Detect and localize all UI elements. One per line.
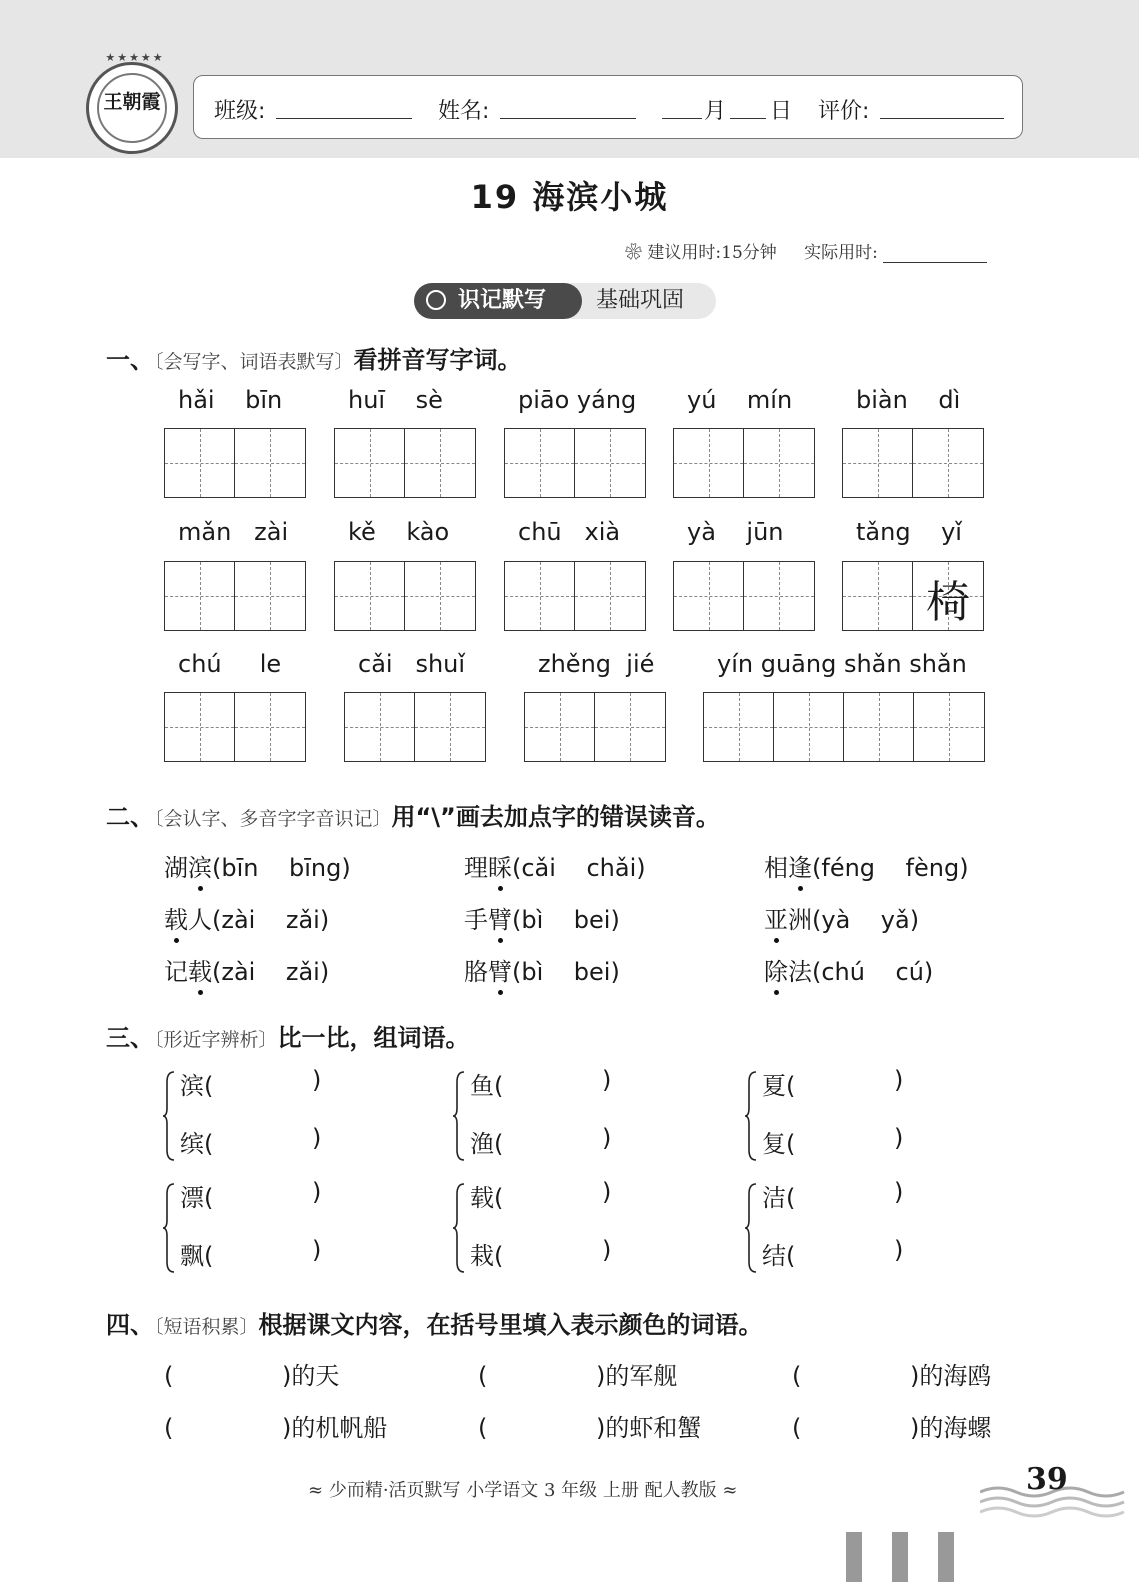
grid-cell[interactable] <box>415 693 485 761</box>
word-pair <box>162 1066 392 1166</box>
grid-cell[interactable] <box>774 693 844 761</box>
word-pair <box>162 1178 392 1278</box>
grid-cell[interactable] <box>704 693 774 761</box>
answer-blank-close: ) <box>282 1414 292 1442</box>
compare-word: 缤( <box>180 1130 214 1158</box>
answer-blank-open[interactable]: ( <box>164 1414 174 1442</box>
writing-grid[interactable] <box>334 561 476 631</box>
day-label: 日 <box>770 99 793 124</box>
rating-field[interactable] <box>880 94 1004 119</box>
grid-cell[interactable] <box>575 562 645 630</box>
grid-cell[interactable] <box>165 562 235 630</box>
question-1-text: 看拼音写字词。 <box>353 346 522 374</box>
pronunciation-item[interactable] <box>164 900 329 935</box>
phrase-text: 的机帆船 <box>291 1414 388 1442</box>
dotted-char: 载 <box>188 952 212 987</box>
writing-grid[interactable] <box>504 428 646 498</box>
question-4-text: 根据课文内容，在括号里填入表示颜色的词语。 <box>258 1311 763 1339</box>
writing-grid[interactable] <box>673 561 815 631</box>
writing-grid[interactable] <box>703 692 985 762</box>
question-2-text: 用“\”画去加点字的错误读音。 <box>391 803 720 831</box>
pinyin-label: yú mín <box>687 386 793 414</box>
answer-blank-close[interactable]: ) <box>894 1066 904 1094</box>
word-char: 相 <box>764 854 788 882</box>
pronunciation-item[interactable] <box>764 900 919 935</box>
grid-cell[interactable] <box>744 562 814 630</box>
pinyin-label: yà jūn <box>687 518 784 546</box>
grid-cell[interactable] <box>744 429 814 497</box>
question-3-heading <box>106 1018 470 1053</box>
phrase-text: 的虾和蟹 <box>605 1414 702 1442</box>
compare-word: 滨( <box>180 1072 214 1100</box>
answer-blank-close: ) <box>596 1414 606 1442</box>
pronunciation-item[interactable] <box>764 952 933 987</box>
section-badge-dark-label: 识记默写 <box>458 288 547 313</box>
dotted-char: 臂 <box>488 900 512 935</box>
dotted-char: 臂 <box>488 952 512 987</box>
pinyin-label: biàn dì <box>856 386 961 414</box>
word-char: 胳 <box>464 958 488 986</box>
grid-cell[interactable] <box>405 562 475 630</box>
answer-blank-close[interactable]: ) <box>602 1236 612 1264</box>
pinyin-label: kě kào <box>348 518 450 546</box>
name-label: 姓名: <box>438 99 490 124</box>
word-char: 人 <box>188 906 212 934</box>
brace-icon <box>744 1070 758 1162</box>
dotted-char: 载 <box>164 900 188 935</box>
question-1-heading <box>106 340 522 375</box>
pronunciation-item[interactable] <box>464 900 620 935</box>
compare-word: 鱼( <box>470 1072 504 1100</box>
answer-blank-close: ) <box>910 1414 920 1442</box>
answer-blank-open[interactable]: ( <box>792 1362 802 1390</box>
color-word-item[interactable] <box>164 1356 339 1391</box>
grid-cell[interactable] <box>235 562 305 630</box>
wave-icon: ≈ <box>308 1480 324 1501</box>
pronunciation-item[interactable] <box>164 848 351 883</box>
color-word-item[interactable] <box>792 1408 991 1443</box>
grid-cell[interactable] <box>165 429 235 497</box>
grid-character: 椅 <box>926 577 970 628</box>
day-field[interactable] <box>730 94 766 119</box>
actual-time-label: 实际用时: <box>804 243 878 263</box>
brace-icon <box>452 1070 466 1162</box>
word-pair <box>744 1178 974 1278</box>
dotted-char: 睬 <box>488 848 512 883</box>
pronunciation-options[interactable]: (chú cú) <box>812 958 934 986</box>
writing-grid[interactable] <box>504 561 646 631</box>
answer-blank-open[interactable]: ( <box>164 1362 174 1390</box>
writing-grid[interactable] <box>334 428 476 498</box>
brace-icon <box>162 1070 176 1162</box>
word-char: 洲 <box>788 906 812 934</box>
answer-blank-close[interactable]: ) <box>312 1124 322 1152</box>
word-pair <box>452 1178 682 1278</box>
answer-blank-close: ) <box>910 1362 920 1390</box>
pronunciation-item[interactable] <box>464 952 620 987</box>
section-badge <box>414 283 716 319</box>
word-char: 手 <box>464 906 488 934</box>
grid-cell[interactable] <box>505 562 575 630</box>
grid-cell[interactable] <box>674 562 744 630</box>
rating-label: 评价: <box>818 99 870 124</box>
pronunciation-options[interactable]: (zài zǎi) <box>212 906 330 934</box>
wave-icon: ≈ <box>722 1480 738 1501</box>
compare-word: 漂( <box>180 1184 214 1212</box>
student-info-box <box>193 75 1023 139</box>
pinyin-label: cǎi shuǐ <box>358 650 466 678</box>
actual-time-field[interactable] <box>883 244 987 263</box>
page-number: 39 <box>1026 1462 1068 1497</box>
question-2-heading <box>106 797 720 832</box>
brace-icon <box>744 1182 758 1274</box>
grid-cell[interactable] <box>525 693 595 761</box>
pronunciation-options[interactable]: (féng fèng) <box>812 854 969 882</box>
compare-word: 复( <box>762 1130 796 1158</box>
dotted-char: 亚 <box>764 900 788 935</box>
grid-cell[interactable] <box>843 562 913 630</box>
word-pair <box>452 1066 682 1166</box>
question-3-number: 三、 <box>106 1024 154 1052</box>
grid-cell[interactable] <box>335 562 405 630</box>
compare-word: 飘( <box>180 1242 214 1270</box>
question-4-heading <box>106 1305 763 1340</box>
word-char: 理 <box>464 854 488 882</box>
question-2-number: 二、 <box>106 803 154 831</box>
word-char: 记 <box>164 958 188 986</box>
question-4-tag: 〔短语积累〕 <box>154 1316 259 1338</box>
answer-blank-close[interactable]: ) <box>602 1066 612 1094</box>
pinyin-label: chú le <box>178 650 282 678</box>
color-word-item[interactable] <box>478 1356 677 1391</box>
word-char: 湖 <box>164 854 188 882</box>
phrase-text: 的军舰 <box>605 1362 678 1390</box>
answer-blank-open[interactable]: ( <box>478 1362 488 1390</box>
pinyin-label: piāo yáng <box>518 386 637 414</box>
answer-blank-close: ) <box>282 1362 292 1390</box>
grid-cell[interactable] <box>914 693 984 761</box>
pronunciation-options[interactable]: (yà yǎ) <box>812 906 920 934</box>
writing-grid[interactable] <box>842 561 984 631</box>
answer-blank-open[interactable]: ( <box>478 1414 488 1442</box>
writing-grid[interactable] <box>524 692 666 762</box>
publisher-logo <box>86 51 178 154</box>
month-label: 月 <box>704 99 727 124</box>
pronunciation-item[interactable] <box>164 952 329 987</box>
phrase-text: 的天 <box>291 1362 340 1390</box>
answer-blank-close[interactable]: ) <box>894 1124 904 1152</box>
compare-word: 结( <box>762 1242 796 1270</box>
name-field[interactable] <box>500 94 636 119</box>
brace-icon <box>162 1182 176 1274</box>
writing-grid[interactable] <box>842 428 984 498</box>
edge-bars-decoration <box>846 1532 956 1582</box>
flower-icon: ❀ <box>625 243 642 263</box>
grid-cell[interactable] <box>674 429 744 497</box>
writing-grid[interactable] <box>164 692 306 762</box>
grid-cell[interactable] <box>575 429 645 497</box>
star-icon: ★★★★★ <box>105 51 165 64</box>
pronunciation-options[interactable]: (bì bei) <box>512 906 620 934</box>
writing-grid[interactable] <box>344 692 486 762</box>
brace-icon <box>452 1182 466 1274</box>
answer-blank-open[interactable]: ( <box>792 1414 802 1442</box>
pronunciation-options[interactable]: (bì bei) <box>512 958 620 986</box>
question-1-tag: 〔会写字、词语表默写〕 <box>154 351 354 373</box>
answer-blank-close[interactable]: ) <box>602 1124 612 1152</box>
grid-cell[interactable] <box>844 693 914 761</box>
compare-word: 载( <box>470 1184 504 1212</box>
compare-word: 渔( <box>470 1130 504 1158</box>
lesson-title: 19 海滨小城 <box>470 178 669 216</box>
grid-cell[interactable] <box>913 429 983 497</box>
writing-grid[interactable] <box>673 428 815 498</box>
phrase-text: 的海螺 <box>919 1414 992 1442</box>
grid-cell[interactable] <box>595 693 665 761</box>
pinyin-label: huī sè <box>348 386 443 414</box>
word-pair <box>744 1066 974 1166</box>
pronunciation-options[interactable]: (cǎi chǎi) <box>512 854 646 882</box>
month-field[interactable] <box>662 94 702 119</box>
pronunciation-options[interactable]: (zài zǎi) <box>212 958 330 986</box>
color-word-item[interactable] <box>792 1356 991 1391</box>
class-label: 班级: <box>214 99 266 124</box>
compare-word: 栽( <box>470 1242 504 1270</box>
writing-grid[interactable] <box>164 428 306 498</box>
answer-blank-close[interactable]: ) <box>894 1178 904 1206</box>
question-2-tag: 〔会认字、多音字字音识记〕 <box>154 808 392 830</box>
pinyin-label: yín guāng shǎn shǎn <box>717 650 967 678</box>
suggested-time: 建议用时:15分钟 <box>647 243 777 263</box>
grid-cell[interactable] <box>165 693 235 761</box>
pronunciation-item[interactable] <box>464 848 646 883</box>
color-word-item[interactable] <box>478 1408 701 1443</box>
grid-cell[interactable] <box>235 693 305 761</box>
grid-cell[interactable] <box>335 429 405 497</box>
pinyin-label: mǎn zài <box>178 518 289 546</box>
grid-cell[interactable] <box>345 693 415 761</box>
footer-text: 少而精·活页默写 小学语文 3 年级 上册 配人教版 <box>328 1480 717 1501</box>
grid-cell[interactable] <box>235 429 305 497</box>
section-badge-dark <box>414 283 582 319</box>
answer-blank-close: ) <box>596 1362 606 1390</box>
footer <box>308 1476 737 1502</box>
writing-grid[interactable] <box>164 561 306 631</box>
section-badge-light-label: 基础巩固 <box>596 288 685 313</box>
answer-blank-close[interactable]: ) <box>312 1066 322 1094</box>
answer-blank-close[interactable]: ) <box>602 1178 612 1206</box>
pinyin-label: hǎi bīn <box>178 386 283 414</box>
pinyin-label: zhěng jié <box>538 650 655 678</box>
compare-word: 夏( <box>762 1072 796 1100</box>
dotted-char: 滨 <box>188 848 212 883</box>
dotted-char: 逢 <box>788 848 812 883</box>
answer-blank-close[interactable]: ) <box>894 1236 904 1264</box>
answer-blank-close[interactable]: ) <box>312 1236 322 1264</box>
answer-blank-close[interactable]: ) <box>312 1178 322 1206</box>
question-1-number: 一、 <box>106 346 154 374</box>
grid-cell[interactable] <box>913 562 983 630</box>
medal-icon <box>426 290 446 310</box>
pinyin-label: chū xià <box>518 518 621 546</box>
class-field[interactable] <box>276 94 412 119</box>
grid-cell[interactable] <box>505 429 575 497</box>
question-4-number: 四、 <box>106 1311 154 1339</box>
pinyin-label: tǎng yǐ <box>856 518 962 546</box>
grid-cell[interactable] <box>843 429 913 497</box>
question-3-tag: 〔形近字辨析〕 <box>154 1029 278 1051</box>
pronunciation-item[interactable] <box>764 848 969 883</box>
phrase-text: 的海鸥 <box>919 1362 992 1390</box>
dotted-char: 除 <box>764 952 788 987</box>
grid-cell[interactable] <box>405 429 475 497</box>
color-word-item[interactable] <box>164 1408 387 1443</box>
time-info <box>625 238 987 263</box>
compare-word: 洁( <box>762 1184 796 1212</box>
word-char: 法 <box>788 958 812 986</box>
pronunciation-options[interactable]: (bīn bīng) <box>212 854 351 882</box>
question-3-text: 比一比，组词语。 <box>277 1024 470 1052</box>
logo-text: 王朝霞 <box>103 91 161 113</box>
